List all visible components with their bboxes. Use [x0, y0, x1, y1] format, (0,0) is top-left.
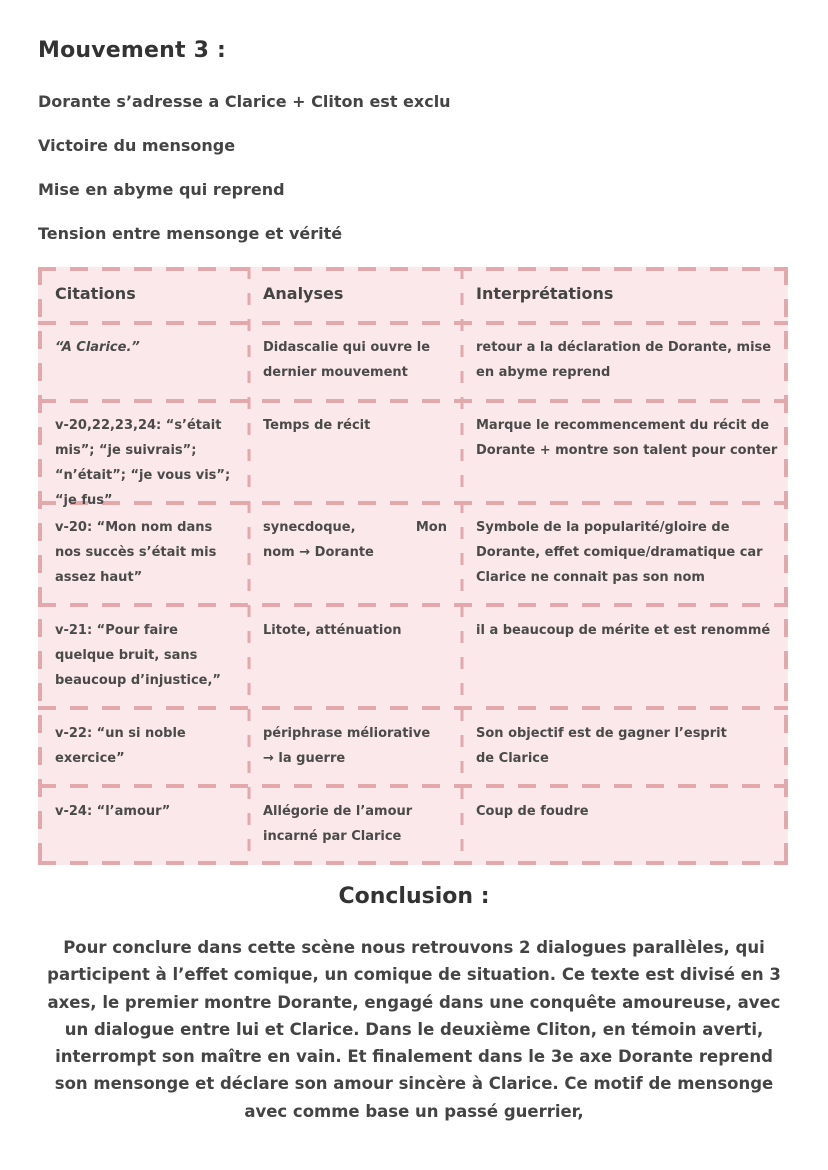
row2-citation: v-20,22,23,24: “s’était mis”; “je suivrais”; “n’était”; “je vous vis”; “je fus”: [55, 418, 231, 508]
row5-interpretation: Son objectif est de gagner l’esprit de Clarice: [476, 726, 727, 766]
row3-analysis-word2: Mon: [415, 520, 447, 535]
header-analyses: Analyses: [263, 284, 344, 303]
row3-interpretation: Symbole de la popularité/gloire de Dorante, effet comique/dramatique car Clarice ne connait pas son nom: [476, 520, 763, 585]
row6-interpretation: Coup de foudre: [476, 804, 589, 819]
analysis-table: [38, 267, 788, 865]
movement-line-2: Victoire du mensonge: [38, 136, 236, 155]
row3-analysis-word1: synecdoque,: [263, 520, 356, 535]
header-interpretations: Interprétations: [476, 284, 614, 303]
row6-citation: v-24: “l’amour”: [55, 804, 171, 819]
row4-interpretation: il a beaucoup de mérite et est renommé: [476, 623, 771, 638]
conclusion-paragraph: Pour conclure dans cette scène nous retrouvons 2 dialogues parallèles, qui participent à l’effet comique, un comique de situation. Ce texte est divisé en 3 axes, le premier montre Dorante, engagé dans une conquête amoureuse, avec un dialogue entre lui et Clarice. Dans le deuxième Cliton, en témoin averti, interrompt son maître en vain. Et finalement dans le 3e axe Dorante reprend son mensonge et déclare son amour sincère à Clarice. Ce motif de mensonge avec comme base un passé guerrier,: [47, 938, 781, 1121]
row1-citation: “A Clarice.”: [55, 340, 140, 355]
row1-analysis: Didascalie qui ouvre le dernier mouvement: [263, 340, 431, 380]
movement-line-4: Tension entre mensonge et vérité: [38, 224, 343, 243]
movement-line-1: Dorante s’adresse a Clarice + Cliton est exclu: [38, 92, 451, 111]
row3-analysis-line2: nom → Dorante: [263, 545, 374, 560]
row5-analysis: périphrase méliorative → la guerre: [263, 726, 431, 766]
row4-analysis: Litote, atténuation: [263, 623, 402, 638]
row3-citation: v-20: “Mon nom dans nos succès s’était mis assez haut”: [55, 520, 217, 585]
movement-line-3: Mise en abyme qui reprend: [38, 180, 285, 199]
header-citations: Citations: [55, 284, 136, 303]
row1-interpretation: retour a la déclaration de Dorante, mise en abyme reprend: [476, 340, 772, 380]
conclusion-title: Conclusion :: [338, 884, 490, 909]
row6-analysis: Allégorie de l’amour incarné par Clarice: [263, 804, 413, 844]
row2-interpretation: Marque le recommencement du récit de Dorante + montre son talent pour conter: [476, 418, 778, 458]
row5-citation: v-22: “un si noble exercice”: [55, 726, 186, 766]
movement-title: Mouvement 3 :: [38, 38, 226, 63]
row2-analysis: Temps de récit: [263, 418, 371, 433]
row3-analysis: [263, 515, 447, 565]
row4-citation: v-21: “Pour faire quelque bruit, sans beaucoup d’injustice,”: [55, 623, 221, 688]
